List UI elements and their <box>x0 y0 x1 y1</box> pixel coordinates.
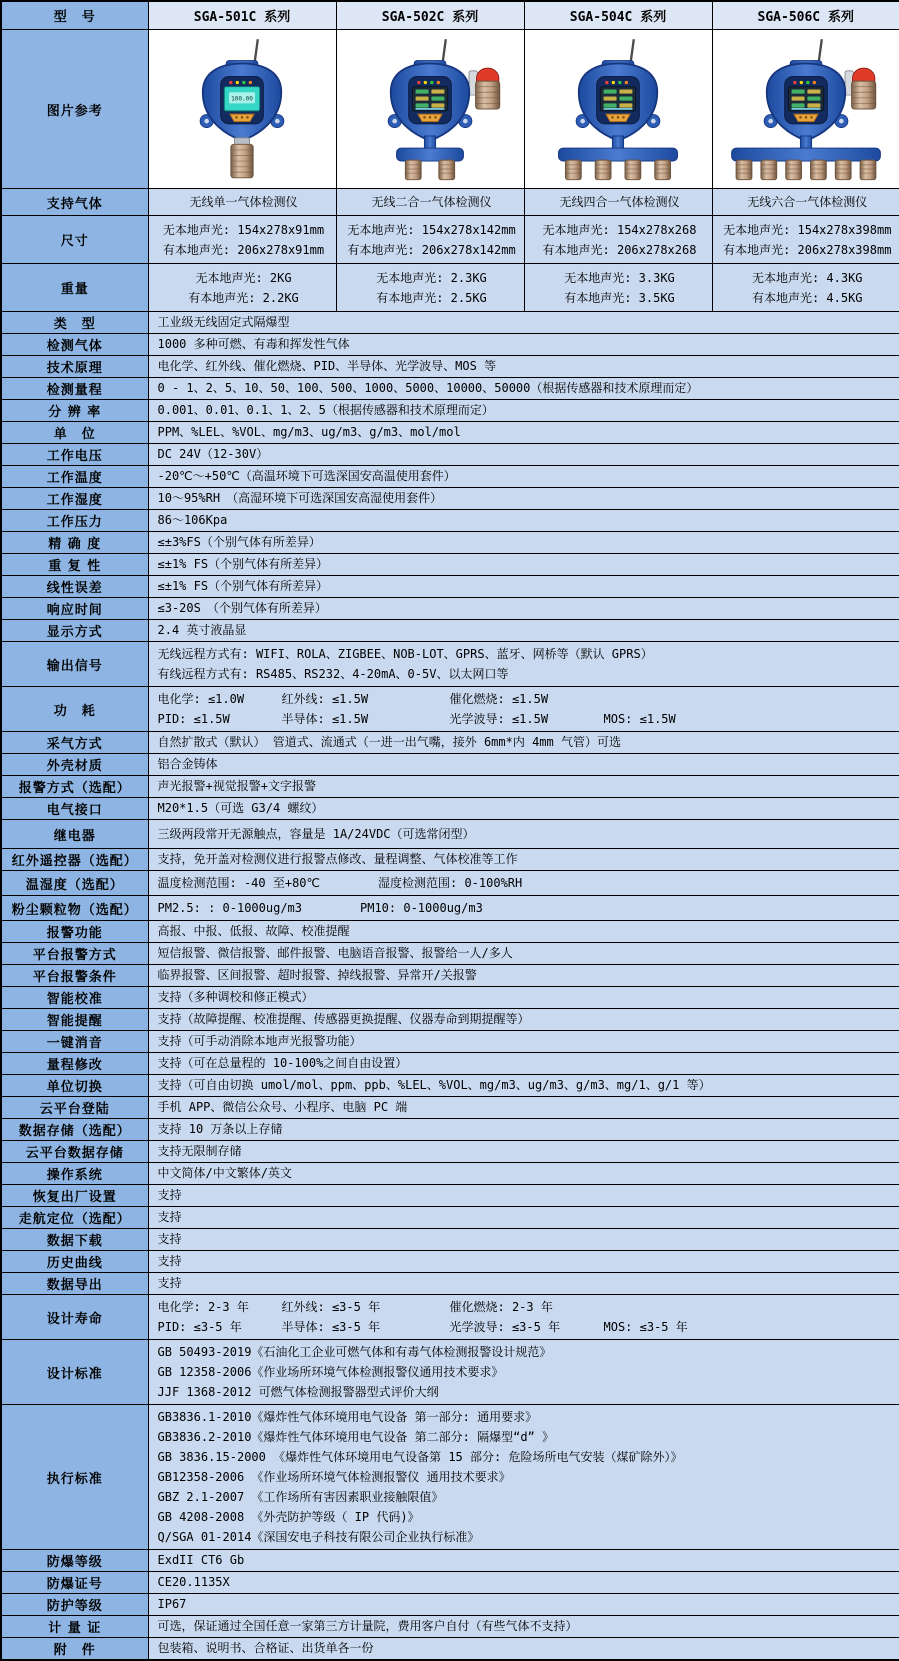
spec-row-label: 恢复出厂设置 <box>1 1185 148 1207</box>
spec-row-label: 一键消音 <box>1 1031 148 1053</box>
spec-row-label: 工作湿度 <box>1 488 148 510</box>
spec-row-value <box>148 754 899 776</box>
svg-text:100.00: 100.00 <box>231 95 253 103</box>
spec-segment: 催化燃烧: ≤1.5W <box>449 692 549 706</box>
spec-line: ≤±3%FS（个别气体有所差异） <box>157 535 321 549</box>
spec-row-value <box>148 576 899 598</box>
weight-value-col4 <box>712 264 899 312</box>
spec-row-label: 输出信号 <box>1 642 148 687</box>
spec-row <box>1 1295 899 1340</box>
spec-line: 1000 多种可燃、有毒和挥发性气体 <box>157 337 350 351</box>
spec-row-value <box>148 1119 899 1141</box>
spec-row <box>1 1594 899 1616</box>
spec-line: 可选，保证通过全国任意一家第三方计量院，费用客户自付（有些气体不支持） <box>157 1619 578 1633</box>
spec-row-value <box>148 422 899 444</box>
spec-row-value <box>148 1594 899 1616</box>
spec-row <box>1 532 899 554</box>
spec-line: GB 50493-2019《石油化工企业可燃气体和有毒气体检测报警设计规范》 <box>157 1345 552 1359</box>
spec-line: 中文简体/中文繁体/英文 <box>157 1166 292 1180</box>
spec-row-value <box>148 400 899 422</box>
spec-row-value <box>148 620 899 642</box>
spec-line: 有线远程方式有: RS485、RS232、4-20mA、0-5V、以太网口等 <box>157 667 509 681</box>
spec-segment: 催化燃烧: 2-3 年 <box>449 1300 553 1314</box>
spec-line: GBZ 2.1-2007 《工作场所有害因素职业接触限值》 <box>157 1490 444 1504</box>
gas-row <box>1 189 899 216</box>
spec-row <box>1 1141 899 1163</box>
spec-segment: 半导体: ≤1.5W <box>281 712 369 726</box>
spec-line: 铝合金铸体 <box>157 757 218 771</box>
spec-line: 工业级无线固定式隔爆型 <box>157 315 290 329</box>
spec-line: 支持 <box>157 1188 182 1202</box>
spec-row-label: 设计寿命 <box>1 1295 148 1340</box>
product-image-cell-sga-504c <box>524 30 712 189</box>
gas-value-col2 <box>336 189 524 216</box>
spec-line: 支持 <box>157 1232 182 1246</box>
spec-line: 86～106Kpa <box>157 513 228 527</box>
spec-row-label: 智能提醒 <box>1 1009 148 1031</box>
spec-row <box>1 987 899 1009</box>
spec-row <box>1 400 899 422</box>
spec-row <box>1 1031 899 1053</box>
detector-image-sga-506c <box>713 31 899 187</box>
spec-line: 支持 <box>157 1276 182 1290</box>
spec-line: 高报、中报、低报、故障、校准提醒 <box>157 924 350 938</box>
spec-row-value <box>148 1295 899 1340</box>
spec-line: 支持，免开盖对检测仪进行报警点修改、量程调整、气体校准等工作 <box>157 852 518 866</box>
cell-line: 有本地声光: 2.2KG <box>188 290 299 305</box>
spec-row-value <box>148 334 899 356</box>
spec-line: 支持 <box>157 1254 182 1268</box>
spec-segment: 红外线: ≤1.5W <box>281 692 369 706</box>
spec-row <box>1 1185 899 1207</box>
gas-value-col4 <box>712 189 899 216</box>
spec-row <box>1 1163 899 1185</box>
spec-row-label: 量程修改 <box>1 1053 148 1075</box>
spec-row <box>1 754 899 776</box>
spec-row-label: 工作温度 <box>1 466 148 488</box>
spec-row-value <box>148 1572 899 1594</box>
spec-row-value <box>148 1251 899 1273</box>
spec-row <box>1 312 899 334</box>
spec-line: M20*1.5（可选 G3/4 螺纹） <box>157 801 324 815</box>
spec-row-value <box>148 312 899 334</box>
spec-row-label: 粉尘颗粒物（选配） <box>1 896 148 921</box>
spec-segment: PM10: 0-1000ug/m3 <box>360 901 483 915</box>
gas-row-label: 支持气体 <box>1 189 148 216</box>
spec-row-value <box>148 466 899 488</box>
spec-line: 支持（多种调校和修正模式） <box>157 990 314 1004</box>
spec-row-label: 分 辨 率 <box>1 400 148 422</box>
spec-line: GB12358-2006 《作业场所环境气体检测报警仪 通用技术要求》 <box>157 1470 511 1484</box>
spec-line: GB 12358-2006《作业场所环境气体检测报警仪通用技术要求》 <box>157 1365 504 1379</box>
spec-row-label: 显示方式 <box>1 620 148 642</box>
spec-row-label: 继电器 <box>1 820 148 849</box>
spec-row-label: 采气方式 <box>1 732 148 754</box>
spec-row <box>1 820 899 849</box>
spec-row-value <box>148 1163 899 1185</box>
spec-row-label: 线性误差 <box>1 576 148 598</box>
spec-line: GB3836.1-2010《爆炸性气体环境用电气设备 第一部分: 通用要求》 <box>157 1410 538 1424</box>
spec-line <box>158 873 894 893</box>
product-image-cell-sga-506c <box>712 30 899 189</box>
spec-segment: 光学波导: ≤3-5 年 <box>449 1320 561 1334</box>
spec-row-label: 工作压力 <box>1 510 148 532</box>
cell-line: 有本地声光: 3.5KG <box>564 290 675 305</box>
size-row <box>1 216 899 264</box>
cell-line: 无本地声光: 154x278x91mm <box>162 222 325 237</box>
spec-row <box>1 921 899 943</box>
spec-row-label: 电气接口 <box>1 798 148 820</box>
spec-row-value <box>148 510 899 532</box>
spec-row-value <box>148 532 899 554</box>
weight-value-col2 <box>336 264 524 312</box>
spec-line: 支持（故障提醒、校准提醒、传感器更换提醒、仪器寿命到期提醒等） <box>157 1012 530 1026</box>
spec-row-value <box>148 1207 899 1229</box>
spec-line: 包装箱、说明书、合格证、出货单各一份 <box>157 1641 374 1655</box>
spec-line: 10～95%RH （高湿环境下可选深国安高湿使用套件） <box>157 491 443 505</box>
cell-line: 有本地声光: 206x278x398mm <box>723 242 892 257</box>
cell-line: 无线二合一气体检测仪 <box>371 195 492 209</box>
spec-segment: 电化学: 2-3 年 <box>157 1300 249 1314</box>
spec-row-label: 历史曲线 <box>1 1251 148 1273</box>
gas-value-col3 <box>524 189 712 216</box>
cell-line: 无本地声光: 154x278x142mm <box>347 222 516 237</box>
spec-line: ≤3-20S （个别气体有所差异） <box>157 601 327 615</box>
spec-row <box>1 732 899 754</box>
spec-row-label: 类 型 <box>1 312 148 334</box>
cell-line: 有本地声光: 206x278x142mm <box>347 242 516 257</box>
detector-image-sga-501c <box>149 31 335 187</box>
image-row-label: 图片参考 <box>1 30 148 189</box>
spec-line: 2.4 英寸液晶显 <box>157 623 247 637</box>
spec-row <box>1 1638 899 1661</box>
spec-row-value <box>148 820 899 849</box>
spec-row-label: 操作系统 <box>1 1163 148 1185</box>
spec-line <box>158 709 894 729</box>
spec-row-value <box>148 1405 899 1550</box>
spec-line: DC 24V（12-30V） <box>157 447 269 461</box>
spec-segment: PM2.5: : 0-1000ug/m3 <box>157 901 302 915</box>
spec-row-label: 检测量程 <box>1 378 148 400</box>
spec-line: 声光报警+视觉报警+文字报警 <box>157 779 316 793</box>
spec-row-value <box>148 1273 899 1295</box>
spec-row <box>1 943 899 965</box>
spec-row-value <box>148 987 899 1009</box>
spec-row-value <box>148 444 899 466</box>
cell-line: 有本地声光: 206x278x268 <box>542 242 697 257</box>
spec-line: 临界报警、区间报警、超时报警、掉线报警、异常开/关报警 <box>157 968 477 982</box>
model-header-sga-506c: SGA-506C 系列 <box>712 1 899 30</box>
spec-row <box>1 466 899 488</box>
cell-line: 无线四合一气体检测仪 <box>559 195 680 209</box>
image-row <box>1 30 899 189</box>
spec-line: 支持 10 万条以上存储 <box>157 1122 283 1136</box>
spec-row <box>1 488 899 510</box>
spec-row-value <box>148 687 899 732</box>
weight-value-col3 <box>524 264 712 312</box>
spec-segment: 温度检测范围: -40 至+80℃ <box>157 876 320 890</box>
cell-line: 无本地声光: 2.3KG <box>376 270 487 285</box>
spec-row <box>1 598 899 620</box>
spec-row-label: 功 耗 <box>1 687 148 732</box>
spec-row-value <box>148 642 899 687</box>
cell-line: 有本地声光: 206x278x91mm <box>162 242 325 257</box>
spec-line <box>158 689 894 709</box>
spec-row-value <box>148 1009 899 1031</box>
spec-segment: 湿度检测范围: 0-100%RH <box>378 876 523 890</box>
spec-line: 支持（可手动消除本地声光报警功能） <box>157 1034 362 1048</box>
spec-segment: 光学波导: ≤1.5W <box>449 712 549 726</box>
spec-row-label: 红外遥控器（选配） <box>1 849 148 871</box>
spec-row-value <box>148 488 899 510</box>
spec-row-label: 防爆证号 <box>1 1572 148 1594</box>
spec-row <box>1 378 899 400</box>
size-value-col1 <box>148 216 336 264</box>
spec-row <box>1 798 899 820</box>
size-row-label: 尺寸 <box>1 216 148 264</box>
spec-line <box>158 1317 894 1337</box>
spec-segment: 红外线: ≤3-5 年 <box>281 1300 381 1314</box>
spec-line: 三级两段常开无源触点，容量是 1A/24VDC（可选常闭型） <box>157 826 475 841</box>
spec-line: 自然扩散式（默认） 管道式、流通式（一进一出气嘴，接外 6mm*内 4mm 气管）可选 <box>157 735 621 749</box>
spec-row <box>1 965 899 987</box>
spec-row <box>1 1251 899 1273</box>
product-image-cell-sga-501c <box>148 30 336 189</box>
spec-row-label: 云平台登陆 <box>1 1097 148 1119</box>
spec-line: 手机 APP、微信公众号、小程序、电脑 PC 端 <box>157 1100 408 1114</box>
spec-line: GB3836.2-2010《爆炸性气体环境用电气设备 第二部分: 隔爆型“d” 》 <box>157 1430 554 1444</box>
spec-row <box>1 334 899 356</box>
cell-line: 无本地声光: 154x278x268 <box>542 222 697 237</box>
spec-row <box>1 620 899 642</box>
spec-line: IP67 <box>157 1597 187 1611</box>
spec-line: CE20.1135X <box>157 1575 230 1589</box>
spec-line: ≤±1% FS（个别气体有所差异） <box>157 557 329 571</box>
spec-line: 支持 <box>157 1210 182 1224</box>
spec-segment: 电化学: ≤1.0W <box>157 692 245 706</box>
spec-line: GB 3836.15-2000 《爆炸性气体环境用电气设备第 15 部分: 危险场所电气安装（煤矿除外）》 <box>157 1450 683 1464</box>
model-header-sga-504c: SGA-504C 系列 <box>524 1 712 30</box>
spec-row <box>1 849 899 871</box>
spec-line <box>158 898 894 918</box>
spec-row-value <box>148 849 899 871</box>
spec-row-label: 防护等级 <box>1 1594 148 1616</box>
spec-line: 0 - 1、2、5、10、50、100、500、1000、5000、10000、50000（根据传感器和技术原理而定） <box>157 381 699 395</box>
spec-row-label: 报警方式（选配） <box>1 776 148 798</box>
spec-row <box>1 1075 899 1097</box>
spec-line: 无线远程方式有: WIFI、ROLA、ZIGBEE、NOB-LOT、GPRS、蓝牙、网桥等（默认 GPRS） <box>157 647 653 661</box>
spec-row <box>1 687 899 732</box>
spec-row-label: 精 确 度 <box>1 532 148 554</box>
weight-row-label: 重量 <box>1 264 148 312</box>
spec-row-label: 响应时间 <box>1 598 148 620</box>
spec-row <box>1 444 899 466</box>
spec-line: JJF 1368-2012 可燃气体检测报警器型式评价大纲 <box>157 1385 439 1399</box>
size-value-col3 <box>524 216 712 264</box>
spec-row <box>1 1207 899 1229</box>
spec-row-label: 计 量 证 <box>1 1616 148 1638</box>
spec-row-label: 平台报警方式 <box>1 943 148 965</box>
spec-row-label: 执行标准 <box>1 1405 148 1550</box>
spec-row-label: 温湿度（选配） <box>1 871 148 896</box>
spec-row-value <box>148 1075 899 1097</box>
spec-row-value <box>148 1638 899 1661</box>
spec-row-value <box>148 1550 899 1572</box>
spec-row-label: 数据下载 <box>1 1229 148 1251</box>
gas-value-col1 <box>148 189 336 216</box>
cell-line: 无线单一气体检测仪 <box>189 195 298 209</box>
spec-row-value <box>148 896 899 921</box>
spec-row-label: 附 件 <box>1 1638 148 1661</box>
spec-row-label: 技术原理 <box>1 356 148 378</box>
model-header-sga-501c: SGA-501C 系列 <box>148 1 336 30</box>
cell-line: 有本地声光: 4.5KG <box>751 290 863 305</box>
spec-row <box>1 776 899 798</box>
spec-row-value <box>148 554 899 576</box>
spec-row-label: 报警功能 <box>1 921 148 943</box>
model-header-label: 型 号 <box>1 1 148 30</box>
spec-row-label: 智能校准 <box>1 987 148 1009</box>
spec-row-label: 重 复 性 <box>1 554 148 576</box>
spec-row-value <box>148 965 899 987</box>
spec-row-label: 单 位 <box>1 422 148 444</box>
model-header-row <box>1 1 899 30</box>
spec-row-value <box>148 921 899 943</box>
spec-row <box>1 1053 899 1075</box>
spec-segment: PID: ≤1.5W <box>157 712 230 726</box>
spec-row-value <box>148 1616 899 1638</box>
spec-row <box>1 1616 899 1638</box>
spec-row-value <box>148 776 899 798</box>
spec-row-value <box>148 1185 899 1207</box>
spec-line <box>158 1297 894 1317</box>
weight-row <box>1 264 899 312</box>
spec-segment: MOS: ≤1.5W <box>603 712 676 726</box>
spec-line: 0.001、0.01、0.1、1、2、5（根据传感器和技术原理而定） <box>157 403 494 417</box>
spec-line: ≤±1% FS（个别气体有所差异） <box>157 579 329 593</box>
spec-row-value <box>148 1340 899 1405</box>
spec-row <box>1 422 899 444</box>
spec-row-value <box>148 798 899 820</box>
size-value-col2 <box>336 216 524 264</box>
spec-row-label: 设计标准 <box>1 1340 148 1405</box>
spec-row-value <box>148 1031 899 1053</box>
cell-line: 无本地声光: 4.3KG <box>751 270 863 285</box>
detector-image-sga-504c <box>525 31 711 187</box>
spec-row-label: 平台报警条件 <box>1 965 148 987</box>
weight-value-col1 <box>148 264 336 312</box>
spec-line: ExdII CT6 Gb <box>157 1553 245 1567</box>
cell-line: 无线六合一气体检测仪 <box>747 195 868 209</box>
spec-row-label: 防爆等级 <box>1 1550 148 1572</box>
spec-row-label: 检测气体 <box>1 334 148 356</box>
cell-line: 无本地声光: 3.3KG <box>564 270 675 285</box>
spec-segment: PID: ≤3-5 年 <box>157 1320 242 1334</box>
spec-row-label: 走航定位（选配） <box>1 1207 148 1229</box>
spec-row <box>1 554 899 576</box>
spec-row-value <box>148 378 899 400</box>
spec-row <box>1 1340 899 1405</box>
detector-image-sga-502c <box>337 31 523 187</box>
spec-row <box>1 1009 899 1031</box>
spec-line: 支持无限制存储 <box>157 1144 242 1158</box>
spec-line: 支持（可自由切换 umol/mol、ppm、ppb、%LEL、%VOL、mg/m3、ug/m3、g/m3、mg/1、g/1 等） <box>157 1078 711 1092</box>
spec-row-label: 外壳材质 <box>1 754 148 776</box>
spec-row-label: 云平台数据存储 <box>1 1141 148 1163</box>
cell-line: 无本地声光: 154x278x398mm <box>723 222 892 237</box>
spec-row-value <box>148 1053 899 1075</box>
spec-row <box>1 1572 899 1594</box>
spec-row <box>1 576 899 598</box>
model-header-sga-502c: SGA-502C 系列 <box>336 1 524 30</box>
spec-row-label: 工作电压 <box>1 444 148 466</box>
spec-row-value <box>148 871 899 896</box>
spec-row <box>1 896 899 921</box>
spec-row-value <box>148 1229 899 1251</box>
spec-line: -20℃～+50℃（高温环境下可选深国安高温使用套件） <box>157 469 456 483</box>
spec-line: Q/SGA 01-2014《深国安电子科技有限公司企业执行标准》 <box>157 1530 480 1544</box>
spec-row-value <box>148 943 899 965</box>
spec-line: 电化学、红外线、催化燃烧、PID、半导体、光学波导、MOS 等 <box>157 359 497 373</box>
spec-row-label: 数据导出 <box>1 1273 148 1295</box>
spec-line: GB 4208-2008 《外壳防护等级（ IP 代码)》 <box>157 1510 420 1524</box>
spec-row-value <box>148 356 899 378</box>
spec-row-label: 数据存储（选配） <box>1 1119 148 1141</box>
spec-segment: 半导体: ≤3-5 年 <box>281 1320 381 1334</box>
spec-row <box>1 1550 899 1572</box>
spec-row-label: 单位切换 <box>1 1075 148 1097</box>
spec-row-value <box>148 1141 899 1163</box>
spec-line: 支持（可在总量程的 10-100%之间自由设置） <box>157 1056 408 1070</box>
spec-line: PPM、%LEL、%VOL、mg/m3、ug/m3、g/m3、mol/mol <box>157 425 461 439</box>
spec-line: 短信报警、微信报警、邮件报警、电脑语音报警、报警给一人/多人 <box>157 946 513 960</box>
spec-row-value <box>148 598 899 620</box>
cell-line: 有本地声光: 2.5KG <box>376 290 487 305</box>
spec-row <box>1 1119 899 1141</box>
spec-row <box>1 871 899 896</box>
cell-line: 无本地声光: 2KG <box>195 270 292 285</box>
spec-row <box>1 1229 899 1251</box>
spec-row <box>1 1273 899 1295</box>
spec-row <box>1 1097 899 1119</box>
spec-row-value <box>148 732 899 754</box>
spec-row <box>1 510 899 532</box>
spec-segment: MOS: ≤3-5 年 <box>603 1320 688 1334</box>
product-image-cell-sga-502c <box>336 30 524 189</box>
spec-row <box>1 356 899 378</box>
size-value-col4 <box>712 216 899 264</box>
spec-row-value <box>148 1097 899 1119</box>
spec-row <box>1 642 899 687</box>
spec-row <box>1 1405 899 1550</box>
